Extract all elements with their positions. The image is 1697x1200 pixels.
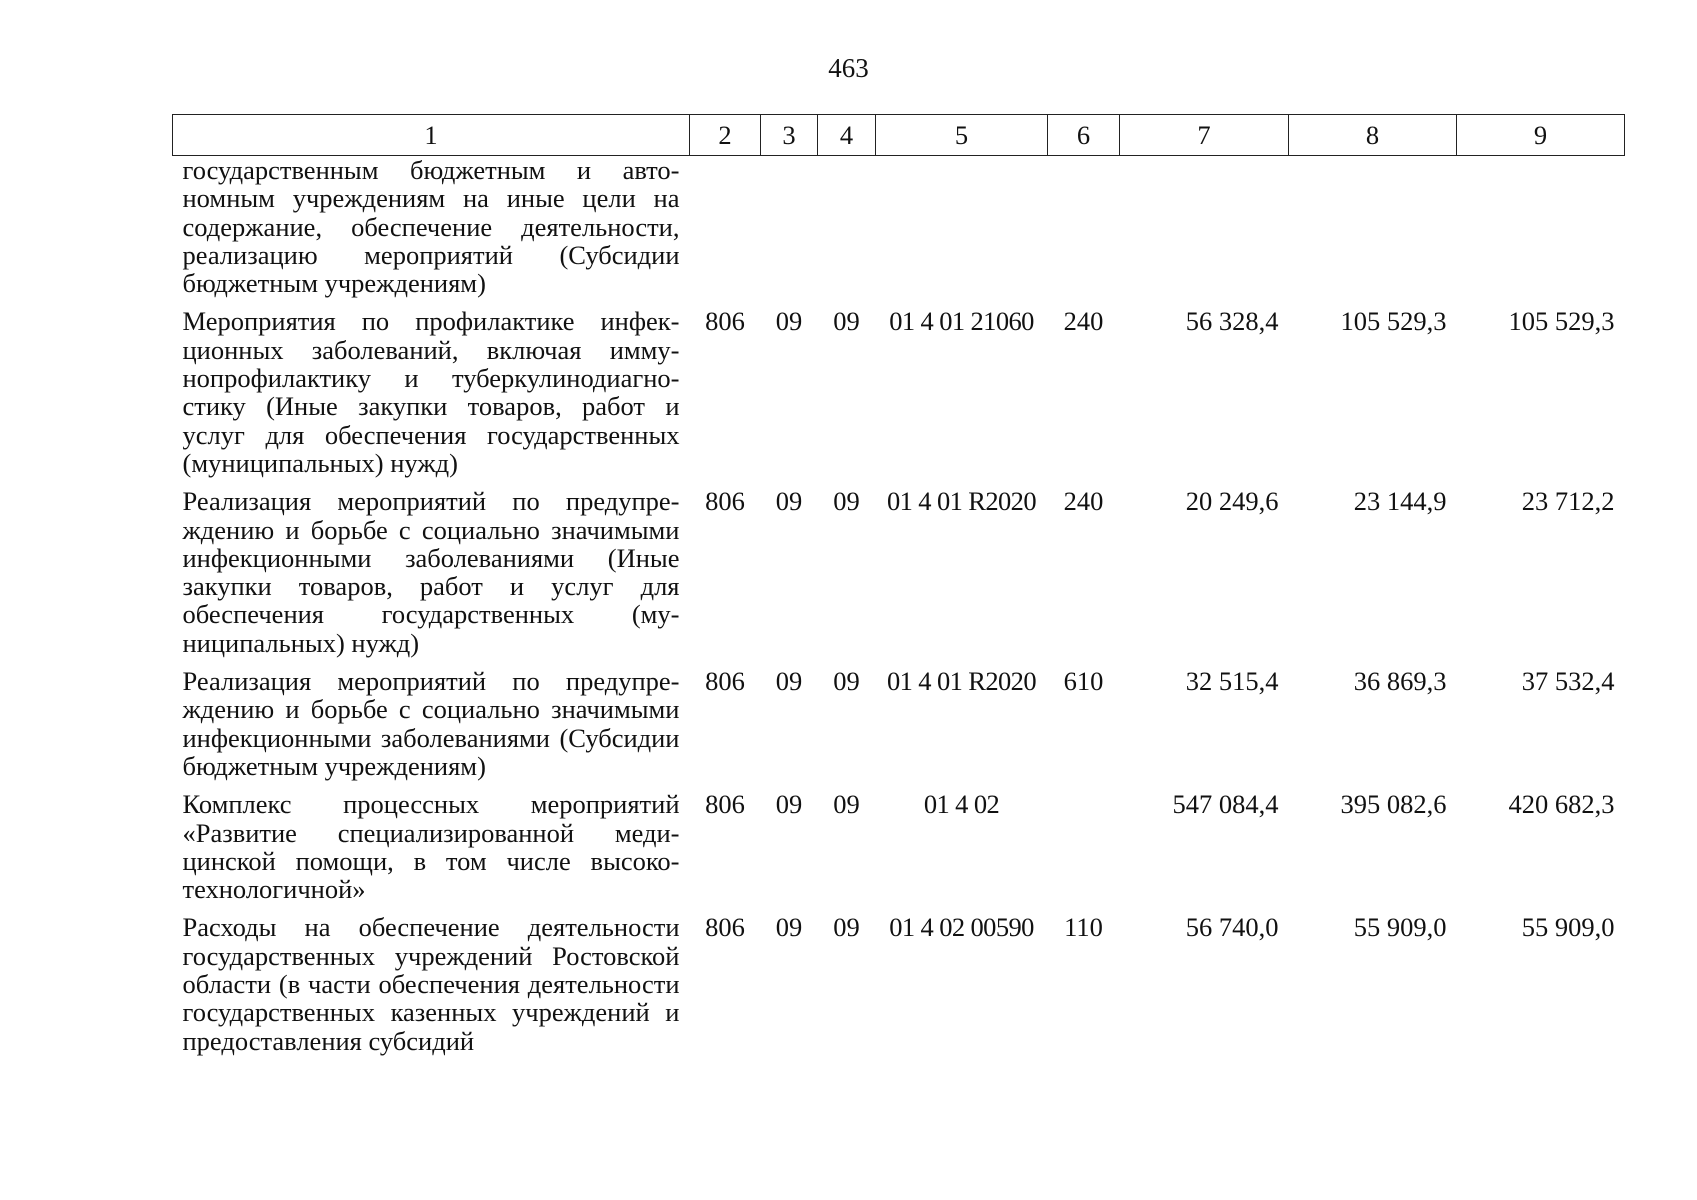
amount-year-2: 55 909,0 — [1353, 912, 1447, 943]
subsection-code: 09 — [833, 486, 860, 517]
row-description: Мероприятия по профилактике инфекционных заболеваний, включая иммунопрофилактику и туберкулинодиагностику (Иные закупки товаров, работ и услуг для обеспечения государственных (муниципальных) нужд) — [182, 306, 680, 478]
column-header: 4 — [818, 115, 876, 156]
column-header: 7 — [1120, 115, 1289, 156]
amount-year-3: 23 712,2 — [1521, 486, 1615, 517]
table-row — [173, 307, 1625, 487]
target-article-code: 01 4 01 R2020 — [886, 666, 1036, 697]
amount-year-3: 420 682,3 — [1508, 789, 1615, 820]
target-article-code: 01 4 01 R2020 — [886, 486, 1036, 517]
table-header-row — [173, 115, 1625, 156]
row-description: Расходы на обеспечение деятельности государственных учреждений Ростовской области (в части обеспечения деятельности государственных казенных учреждений и предоставления субсидий — [182, 912, 680, 1056]
column-header: 8 — [1289, 115, 1457, 156]
section-code: 09 — [775, 306, 803, 337]
table-row — [173, 790, 1625, 913]
section-code: 09 — [775, 912, 803, 943]
amount-year-1: 20 249,6 — [1185, 486, 1279, 517]
budget-table — [172, 114, 1625, 1065]
amount-year-3: 55 909,0 — [1521, 912, 1615, 943]
row-description: государственным бюджетным и автономным учреждениям на иные цели на содержание, обеспечение деятельности, реализацию мероприятий (Субсидии бюджетным учреждениям) — [182, 155, 680, 299]
ministry-code — [690, 156, 761, 308]
expense-type-code — [1048, 790, 1120, 913]
ministry-code: 806 — [705, 306, 745, 337]
amount-year-3 — [1457, 156, 1625, 308]
section-code — [761, 156, 818, 308]
row-description: Реализация мероприятий по предупреждению и борьбе с социально значимыми инфекционными заболеваниями (Субсидии бюджетным учреждениям) — [182, 666, 680, 781]
expense-type-code: 240 — [1063, 486, 1104, 517]
ministry-code: 806 — [705, 912, 745, 943]
expense-type-code: 240 — [1063, 306, 1104, 337]
section-code: 09 — [775, 486, 803, 517]
subsection-code — [818, 156, 876, 308]
table-row — [173, 667, 1625, 790]
amount-year-2: 105 529,3 — [1340, 306, 1447, 337]
ministry-code: 806 — [705, 789, 745, 820]
subsection-code: 09 — [833, 912, 860, 943]
amount-year-3: 37 532,4 — [1521, 666, 1615, 697]
target-article-code: 01 4 02 — [923, 789, 1000, 820]
amount-year-2: 36 869,3 — [1353, 666, 1447, 697]
subsection-code: 09 — [833, 306, 860, 337]
target-article-code — [876, 156, 1048, 308]
column-header: 5 — [876, 115, 1048, 156]
subsection-code: 09 — [833, 666, 860, 697]
page-number: 463 — [828, 53, 869, 83]
amount-year-1: 56 740,0 — [1185, 912, 1279, 943]
column-header: 6 — [1048, 115, 1120, 156]
expense-type-code — [1048, 156, 1120, 308]
column-header: 2 — [690, 115, 761, 156]
subsection-code: 09 — [833, 789, 860, 820]
amount-year-3: 105 529,3 — [1508, 306, 1615, 337]
target-article-code: 01 4 02 00590 — [889, 912, 1034, 943]
row-description: Комплекс процессных мероприятий «Развитие специализированной медицинской помощи, в том числе высокотехнологичной» — [182, 789, 680, 905]
target-article-code: 01 4 01 21060 — [889, 306, 1034, 337]
amount-year-1 — [1120, 156, 1289, 308]
column-header: 3 — [761, 115, 818, 156]
table-row — [173, 156, 1625, 308]
column-header: 1 — [173, 115, 690, 156]
amount-year-1: 32 515,4 — [1185, 666, 1279, 697]
section-code: 09 — [775, 666, 803, 697]
row-description: Реализация мероприятий по предупреждению и борьбе с социально значимыми инфекционными заболеваниями (Иные закупки товаров, работ и услуг для обеспечения государственных (муниципальных) нужд) — [182, 486, 680, 658]
section-code: 09 — [775, 789, 803, 820]
amount-year-2: 23 144,9 — [1353, 486, 1447, 517]
amount-year-2: 395 082,6 — [1340, 789, 1447, 820]
ministry-code: 806 — [705, 486, 745, 517]
table-row — [173, 487, 1625, 667]
expense-type-code: 610 — [1063, 666, 1104, 697]
amount-year-2 — [1289, 156, 1457, 308]
amount-year-1: 56 328,4 — [1185, 306, 1279, 337]
ministry-code: 806 — [705, 666, 745, 697]
amount-year-1: 547 084,4 — [1172, 789, 1279, 820]
column-header: 9 — [1457, 115, 1625, 156]
table-row — [173, 913, 1625, 1064]
expense-type-code: 110 — [1064, 912, 1103, 943]
